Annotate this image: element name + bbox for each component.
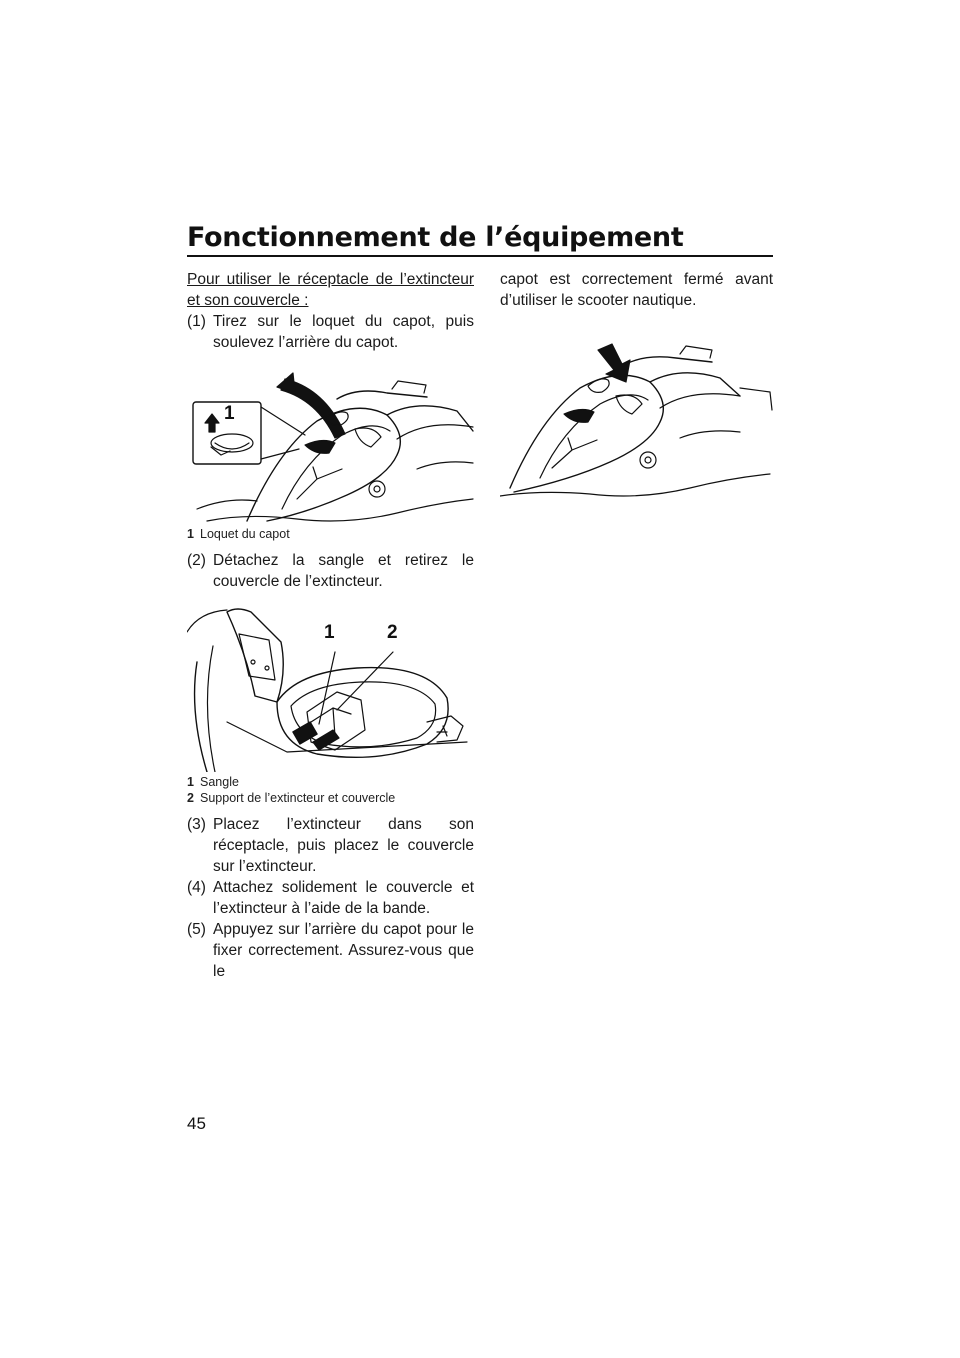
step-number: (5) [187,921,206,938]
legend-key: 2 [187,791,194,805]
step-number: (2) [187,552,206,569]
step-text: Appuyez sur l’arrière du capot pour le fixer correctement. Assurez-vous que le [213,921,474,980]
callout-1: 1 [324,622,335,643]
section-intro: Pour utiliser le réceptacle de l’extincteur et son couvercle : [187,271,474,309]
figure1-legend [187,526,474,542]
step-text: Tirez sur le loquet du capot, puis soulevez l’arrière du capot. [213,313,474,351]
step-text: Placez l’extincteur dans son réceptacle, puis placez le couvercle sur l’extincteur. [213,816,474,875]
page-number: 45 [187,1114,206,1133]
legend-label: Sangle [200,775,239,789]
left-column [187,269,474,982]
legend-item [187,774,474,790]
step-text: Détachez la sangle et retirez le couvercle de l’extincteur. [213,552,474,590]
step-4 [187,877,474,919]
legend-label: Support de l’extincteur et couvercle [200,791,396,805]
step-number: (4) [187,879,206,896]
step-2 [187,550,474,592]
step-text: Attachez solidement le couvercle et l’extincteur à l’aide de la bande. [213,879,474,917]
step-3 [187,814,474,877]
step-1 [187,311,474,353]
right-column [500,269,773,311]
step-5 [187,919,474,982]
figure-hood-latch [187,359,474,524]
legend-key: 1 [187,527,194,541]
legend-label: Loquet du capot [200,527,290,541]
callout-1: 1 [224,403,235,424]
jet-ski-hood-illustration [187,359,474,524]
figure-press-hood [500,338,773,508]
legend-item [187,790,474,806]
step-5-continued-line2: d’utiliser le scooter nautique. [500,292,697,309]
legend-item [187,526,474,542]
title-divider [187,255,773,257]
figure2-legend [187,774,474,806]
legend-key: 1 [187,775,194,789]
step-number: (1) [187,313,206,330]
step-number: (3) [187,816,206,833]
step-5-continued-line1: capot est correctement fermé avant [500,271,773,288]
callout-2: 2 [387,622,398,643]
page-title: Fonctionnement de l’équipement [187,222,684,253]
figure-extinguisher-holder [187,602,474,772]
jet-ski-hood-press-illustration [500,338,773,503]
